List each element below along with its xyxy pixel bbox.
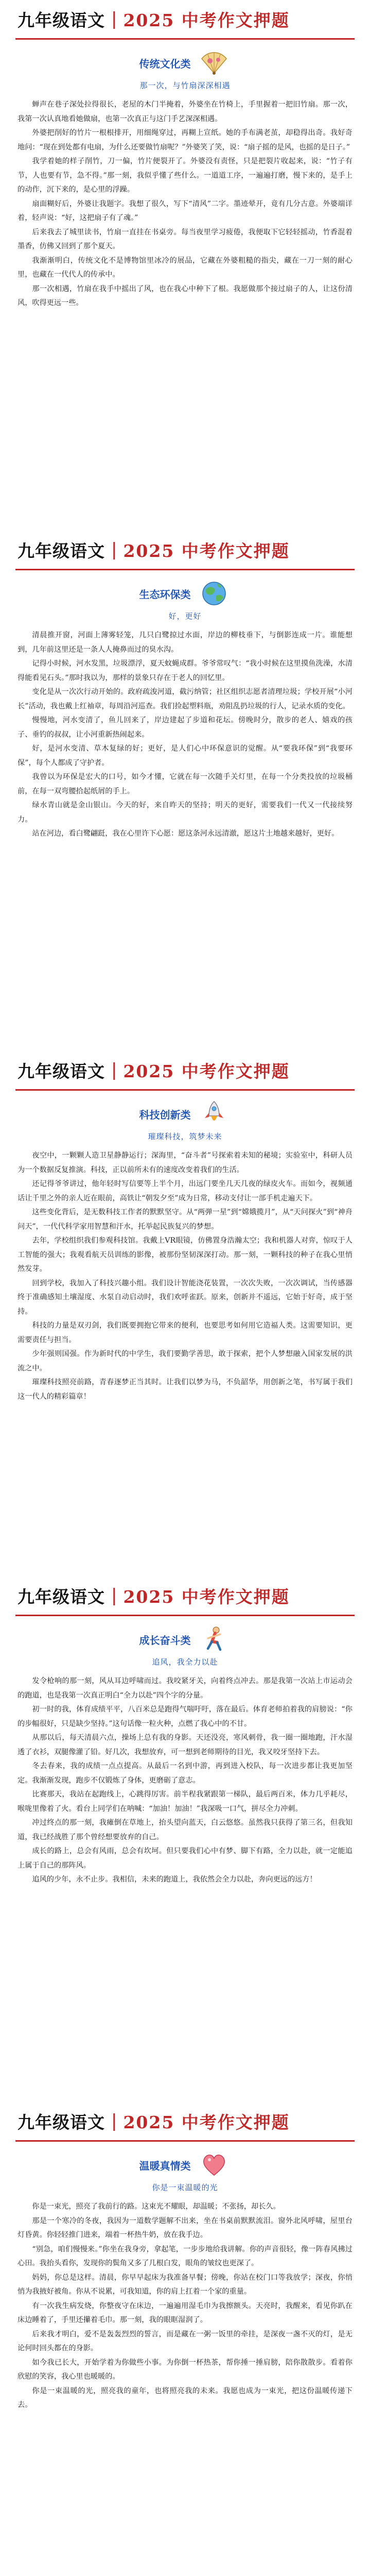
grade-label: 九年级语文 xyxy=(17,10,105,30)
paragraph: 后来我才明白，爱不是轰轰烈烈的誓言，而是藏在一粥一饭里的牵挂，是深夜一盏不灭的灯，是无论何时回头都在的身影。 xyxy=(17,2330,353,2352)
rocket-icon xyxy=(197,1099,231,1129)
paragraph: 少年强则国强。作为新时代的中学生，我们要勤学善思，敢于探索，把个人梦想融入国家发展的洪流之中。 xyxy=(17,1350,353,1372)
paragraph: 蝉声在巷子深处拉得很长，老屋的木门半掩着，外婆坐在竹椅上，手里握着一把旧竹扇。那一次，我第一次认真地看她做扇，也第一次真正与这门手艺深深相遇。 xyxy=(17,100,353,123)
category-title: 生态环保类 xyxy=(139,588,191,601)
paragraph: 我学着她的样子削竹，刀一偏，竹片便裂开了。外婆没有责怪，只是把裂片收起来，说：“竹子有节，人也要有节，急不得。”那一刻，我似乎懂了些什么。一道道工序，一遍遍打磨，慢下来的，是手上的动作，沉下来的，是心里的浮躁。 xyxy=(17,157,353,194)
header-divider: | xyxy=(111,1060,117,1080)
essay-section-4 xyxy=(0,1577,370,2097)
section-header xyxy=(15,0,355,40)
header-title: 2025 中考作文押题 xyxy=(123,2112,290,2132)
paragraph: 科技的力量是双刃剑，我们既要拥抱它带来的便利，也要思考如何用它造福人类。这需要知识，更需要责任与担当。 xyxy=(17,1321,353,1344)
paragraph: 回到学校，我加入了科技兴趣小组。我们设计智能浇花装置，一次次失败，一次次调试，当传感器终于准确感知土壤湿度、水泵自动启动时，我们欢呼雀跃。原来，创新并不遥远，它始于好奇，成于坚持。 xyxy=(17,1279,353,1316)
category-title: 科技创新类 xyxy=(139,1108,191,1121)
category-title: 成长奋斗类 xyxy=(139,1634,191,1647)
paragraph: 后来我去了城里读书，竹扇一直挂在书桌旁。每当夜里学习疲倦，我便取下它轻轻摇动，竹香混着墨香，仿佛又回到了那个夏天。 xyxy=(17,228,353,250)
header-title: 2025 中考作文押题 xyxy=(123,1586,290,1607)
paragraph: 比赛那天，我站在起跑线上，心跳得厉害。前半程我紧跟第一梯队，最后两百米，体力几乎耗尽，喉咙里像着了火。看台上同学们在呐喊：“加油！加油！”我深吸一口气，拼尽全力冲刺。 xyxy=(17,1790,353,1813)
paragraph: 璀璨科技照亮前路，青春逐梦正当其时。让我们以梦为马，不负韶华，用创新之笔，书写属于我们这一代人的精彩篇章！ xyxy=(17,1378,353,1401)
essay-section-2 xyxy=(0,531,370,1041)
header-title: 2025 中考作文押题 xyxy=(123,540,290,561)
heart-icon xyxy=(197,2150,231,2180)
grade-label: 九年级语文 xyxy=(17,2112,105,2132)
paragraph: 变化是从一次次行动开始的。政府疏浚河道，截污纳管；社区组织志愿者清理垃圾；学校开展“小河长”活动，我也戴上红袖章，每周沿河巡查。我们捡起塑料瓶，劝阻乱扔垃圾的行人，记录水质的变化。 xyxy=(17,688,353,710)
grade-label: 九年级语文 xyxy=(17,1061,105,1081)
paragraph: 绿水青山就是金山银山。今天的好，来自昨天的坚持；明天的更好，需要我们一代又一代接续努力。 xyxy=(17,801,353,824)
paragraph: 追风的少年，永不止步。我相信，未来的跑道上，我依然会全力以赴，奔向更远的远方！ xyxy=(32,1875,317,1884)
header-divider: | xyxy=(111,1585,117,1606)
essay-title: 追风，我全力以赴 xyxy=(152,1657,218,1667)
header-title: 2025 中考作文押题 xyxy=(123,10,290,30)
paragraph: 去年，学校组织我们参观科技馆。我戴上VR眼镜，仿佛置身浩瀚太空；我和机器人对弈，惊叹于人工智能的强大；我观看航天员训练的影像，被那份坚韧深深打动。那一刻，一颗科技的种子在我心里悄然发芽。 xyxy=(17,1236,353,1273)
paragraph: 那一次相遇，竹扇在我手中摇出了风，也在我心中种下了根。我愿做那个接过扇子的人，让这份清风，吹得更远一些。 xyxy=(17,284,353,307)
category-row xyxy=(17,1624,353,1654)
essay-section-3 xyxy=(0,1051,370,1571)
paragraph: 有一次我生病发烧，你整夜守在床边，一遍遍用湿毛巾为我擦额头。天亮时，我醒来，看见你趴在床边睡着了，手里还攥着毛巾。那一刻，我的眼眶湿润了。 xyxy=(17,2301,353,2324)
grade-label: 九年级语文 xyxy=(17,1586,105,1607)
section-header xyxy=(15,1577,355,1616)
essay-body xyxy=(17,1674,353,1887)
paragraph: “别急，咱们慢慢来。”你坐在我身旁，拿起笔，一步步地给我讲解。你的声音很轻，像一阵春风拂过心田。我抬头看你，发现你的鬓角又多了几根白发，眼角的皱纹也更深了。 xyxy=(17,2245,353,2267)
category-title: 温暖真情类 xyxy=(139,2159,191,2172)
essay-title: 璀璨科技，筑梦未来 xyxy=(148,1132,222,1141)
header-divider: | xyxy=(111,2111,117,2131)
paragraph: 你是一束光，照亮了我前行的路。这束光不耀眼，却温暖；不张扬，却长久。 xyxy=(32,2202,280,2211)
header-title: 2025 中考作文押题 xyxy=(123,1061,290,1081)
paragraph: 妈妈，你总是这样。清晨，你早早起床为我准备早餐；傍晚，你站在校门口等我放学；深夜，你悄悄为我掖好被角。你从不说累，可我知道，你的肩上扛着一个家的重量。 xyxy=(17,2273,353,2296)
category-title: 传统文化类 xyxy=(139,57,191,70)
section-header xyxy=(15,531,355,570)
essay-body xyxy=(17,629,353,841)
paragraph: 清晨推开窗，河面上薄雾轻笼，几只白鹭掠过水面，岸边的柳枝垂下，与倒影连成一片。谁能想到，几年前这里还是一条人人掩鼻而过的臭水沟。 xyxy=(17,631,353,654)
header-divider: | xyxy=(111,9,117,29)
essay-body xyxy=(17,98,353,311)
paragraph: 这些变化背后，是无数科技工作者的默默坚守。从“两弹一星”到“嫦娥揽月”，从“天问探火”到“神舟问天”，一代代科学家用智慧和汗水，托举起民族复兴的梦想。 xyxy=(17,1208,353,1231)
paragraph: 初一时的我，体育成绩平平，八百米总是跑得气喘吁吁，落在最后。体育老师拍着我的肩膀说：“你的步幅很好，只是缺少坚持。”这句话像一粒火种，点燃了我心中的不甘。 xyxy=(17,1705,353,1728)
paragraph: 冬去春来，我的成绩一点点提高。从最后一名到中游，再到进入校队，每一次进步都让我更加坚定。我渐渐发现，跑步不仅锻炼了身体，更磨砺了意志。 xyxy=(17,1762,353,1785)
paragraph: 你是一束温暖的光，照亮我的童年，也将照亮我的未来。我愿也成为一束光，把这份温暖传递下去。 xyxy=(17,2386,353,2409)
paragraph: 记得小时候，河水发黑，垃圾漂浮，夏天蚊蝇成群。爷爷常叹气：“我小时候在这里摸鱼洗澡，水清得能看见石头。”那时我以为，那样的景象只存在于老人的回忆里。 xyxy=(17,659,353,682)
paragraph: 慢慢地，河水变清了，鱼儿回来了，岸边建起了步道和花坛。傍晚时分，散步的老人、嬉戏的孩子、垂钓的叔叔，让小河重新热闹起来。 xyxy=(17,716,353,739)
essay-body xyxy=(17,2200,353,2413)
category-row xyxy=(17,2150,353,2180)
paragraph: 还记得爷爷讲过，他年轻时写信要等上半个月，出远门要坐几天几夜的绿皮火车。而如今，视频通话让千里之外的亲人近在眼前，高铁让“朝发夕至”成为日常，移动支付让一部手机走遍天下。 xyxy=(17,1180,353,1202)
paragraph: 冲过终点的那一刻，我瘫倒在草地上，抬头望向蓝天，白云悠悠。虽然我只获得了第三名，但我知道，我已经战胜了那个曾经想要放弃的自己。 xyxy=(17,1819,353,1841)
paragraph: 外婆把削好的竹片一根根排开，用细绳穿过，再糊上宣纸。她的手布满老茧，却稳得出奇。我好奇地问：“现在到处都有电扇，为什么还要做竹扇呢？”外婆笑了笑，说：“扇子摇的是风，也摇的是日子。” xyxy=(17,129,353,151)
paragraph: 成长的路上，总会有风雨，总会有坎坷。但只要我们心中有梦、脚下有路，全力以赴，就一定能追上属于自己的那阵风。 xyxy=(17,1847,353,1870)
essay-title: 那一次，与竹扇深深相遇 xyxy=(139,81,231,90)
category-row xyxy=(17,579,353,608)
section-header xyxy=(15,2102,355,2142)
paragraph: 我渐渐明白，传统文化不是博物馆里冰冷的展品，它藏在外婆粗糙的指尖，藏在一刀一刻的耐心里，也藏在一代代人的传承中。 xyxy=(17,256,353,279)
paragraph: 站在河边，看白鹭翩跹，我在心里许下心愿：愿这条河永远清澈，愿这片土地越来越好，更好。 xyxy=(32,829,339,838)
paragraph: 扇面糊好后，外婆让我题字。我想了很久，写下“清风”二字。墨迹晕开，竟有几分古意。外婆端详着，轻声说：“好，这把扇子有了魂。” xyxy=(17,199,353,222)
grade-label: 九年级语文 xyxy=(17,540,105,561)
paragraph: 如今我已长大，开始学着为你做些小事。为你倒一杯热茶，帮你捶一捶肩膀，陪你散散步。看着你欣慰的笑容，我心里也暖暖的。 xyxy=(17,2358,353,2381)
essay-section-5 xyxy=(0,2102,370,2576)
paragraph: 发令枪响的那一刻，风从耳边呼啸而过。我咬紧牙关，向着终点冲去。那是我第一次站上市运动会的跑道，也是我第一次真正明白“全力以赴”四个字的分量。 xyxy=(17,1677,353,1700)
paragraph: 我曾以为环保是宏大的口号，如今才懂，它就在每一次随手关灯里，在每一个分类投放的垃圾桶前，在每一双弯腰拾起纸屑的手上。 xyxy=(17,773,353,795)
fan-icon xyxy=(197,48,231,78)
category-row xyxy=(17,48,353,78)
header-divider: | xyxy=(111,539,117,560)
paragraph: 那是一个寒冷的冬夜，我因为一道数学题解不出来，坐在书桌前默默流泪。窗外北风呼啸，屋里台灯昏黄。你轻轻推门进来，端着一杯热牛奶，放在我手边。 xyxy=(17,2216,353,2239)
paragraph: 夜空中，一颗颗人造卫星静静运行；深海里，“奋斗者”号探索着未知的秘境；实验室中，科研人员为一个数据反复推演。科技，正以前所未有的速度改变着我们的生活。 xyxy=(17,1151,353,1174)
category-row xyxy=(17,1099,353,1129)
section-header xyxy=(15,1051,355,1091)
earth-icon xyxy=(197,579,231,608)
essay-title: 你是一束温暖的光 xyxy=(152,2183,218,2192)
paragraph: 从那以后，每天清晨六点，操场上总有我的身影。天还没亮，寒风刺骨，我一圈一圈地跑，汗水湿透了衣衫，双腿像灌了铅。好几次，我想放弃，可一想到老师期待的目光，我又咬牙坚持下去。 xyxy=(17,1734,353,1756)
runner-icon xyxy=(197,1624,231,1654)
essay-title: 好，更好 xyxy=(168,612,202,621)
essay-body xyxy=(17,1149,353,1404)
paragraph: 好，是河水变清、草木复绿的好；更好，是人们心中环保意识的觉醒。从“要我环保”到“我要环保”，每个人都成了守护者。 xyxy=(17,744,353,767)
essay-section-1 xyxy=(0,0,370,520)
